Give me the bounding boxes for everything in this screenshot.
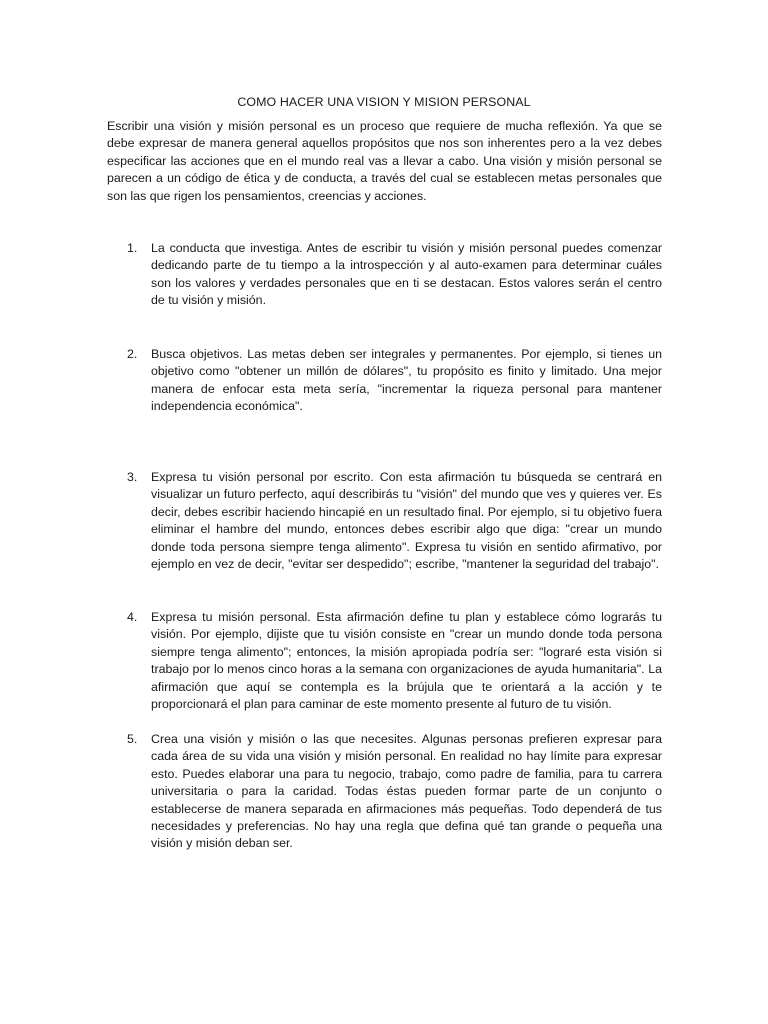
list-item-number: 4.	[127, 610, 138, 624]
list-item-text: Expresa tu visión personal por escrito. Con esta afirmación tu búsqueda se centrará en visualizar un futuro perfecto, aquí describirás tu "visión" del mundo que ves y quieres ver. Es decir, debes escribir haciendo hincapié en un resultado final. Por ejemplo, si tu objetivo fuera eliminar el hambre del mundo, entonces debes escribir algo que diga: "crear un mundo donde toda persona siempre tenga alimento". Expresa tu visión en sentido afirmativo, por ejemplo en vez de decir, "evitar ser despedido"; escribe, "mantener la seguridad del trabajo".	[151, 470, 662, 572]
document-title: COMO HACER UNA VISION Y MISION PERSONAL	[237, 95, 531, 109]
list-item-text: Busca objetivos. Las metas deben ser integrales y permanentes. Por ejemplo, si tienes un objetivo como "obtener un millón de dólares", tu propósito es finito y limitado. Una mejor manera de enfocar esta meta sería, "incrementar la riqueza personal para mantener independencia económica".	[151, 347, 662, 414]
list-item-text: La conducta que investiga. Antes de escribir tu visión y misión personal puedes comenzar dedicando parte de tu tiempo a la introspección y al auto-examen para determinar cuáles son los valores y verdades personales que en ti se destacan. Estos valores serán el centro de tu visión y misión.	[151, 241, 662, 308]
list-item-number: 1.	[127, 241, 138, 255]
list-item-number: 3.	[127, 470, 138, 484]
list-item-text: Crea una visión y misión o las que necesites. Algunas personas prefieren expresar para cada área de su vida una visión y misión personal. En realidad no hay límite para expresar esto. Puedes elaborar una para tu negocio, trabajo, como padre de familia, para tu carrera universitaria o para la caridad. Todas éstas pueden formar parte de un conjunto o establecerse de manera separada en afirmaciones más pequeñas. Todo dependerá de tus necesidades y preferencias. No hay una regla que defina qué tan grande o pequeña una visión y misión deban ser.	[151, 732, 662, 851]
list-item-text: Expresa tu misión personal. Esta afirmación define tu plan y establece cómo lograrás tu visión. Por ejemplo, dijiste que tu visión consiste en "crear un mundo donde toda persona siempre tenga alimento"; entonces, la misión apropiada podría ser: "lograré esta visión si trabajo por lo menos cinco horas a la semana con organizaciones de ayuda humanitaria". La afirmación que aquí se contempla es la brújula que te orientará a la acción y te proporcionará el plan para caminar de este momento presente al futuro de tu visión.	[151, 610, 662, 712]
intro-paragraph: Escribir una visión y misión personal es un proceso que requiere de mucha reflexión. Ya que se debe expresar de manera general aquellos propósitos que nos son inherentes pero a la vez debes especificar las acciones que en el mundo real vas a llevar a cabo. Una visión y misión personal se parecen a un código de ética y de conducta, a través del cual se establecen metas personales que son las que rigen los pensamientos, creencias y acciones.	[107, 119, 662, 203]
list-item-number: 2.	[127, 347, 138, 361]
list-item-number: 5.	[127, 732, 138, 746]
